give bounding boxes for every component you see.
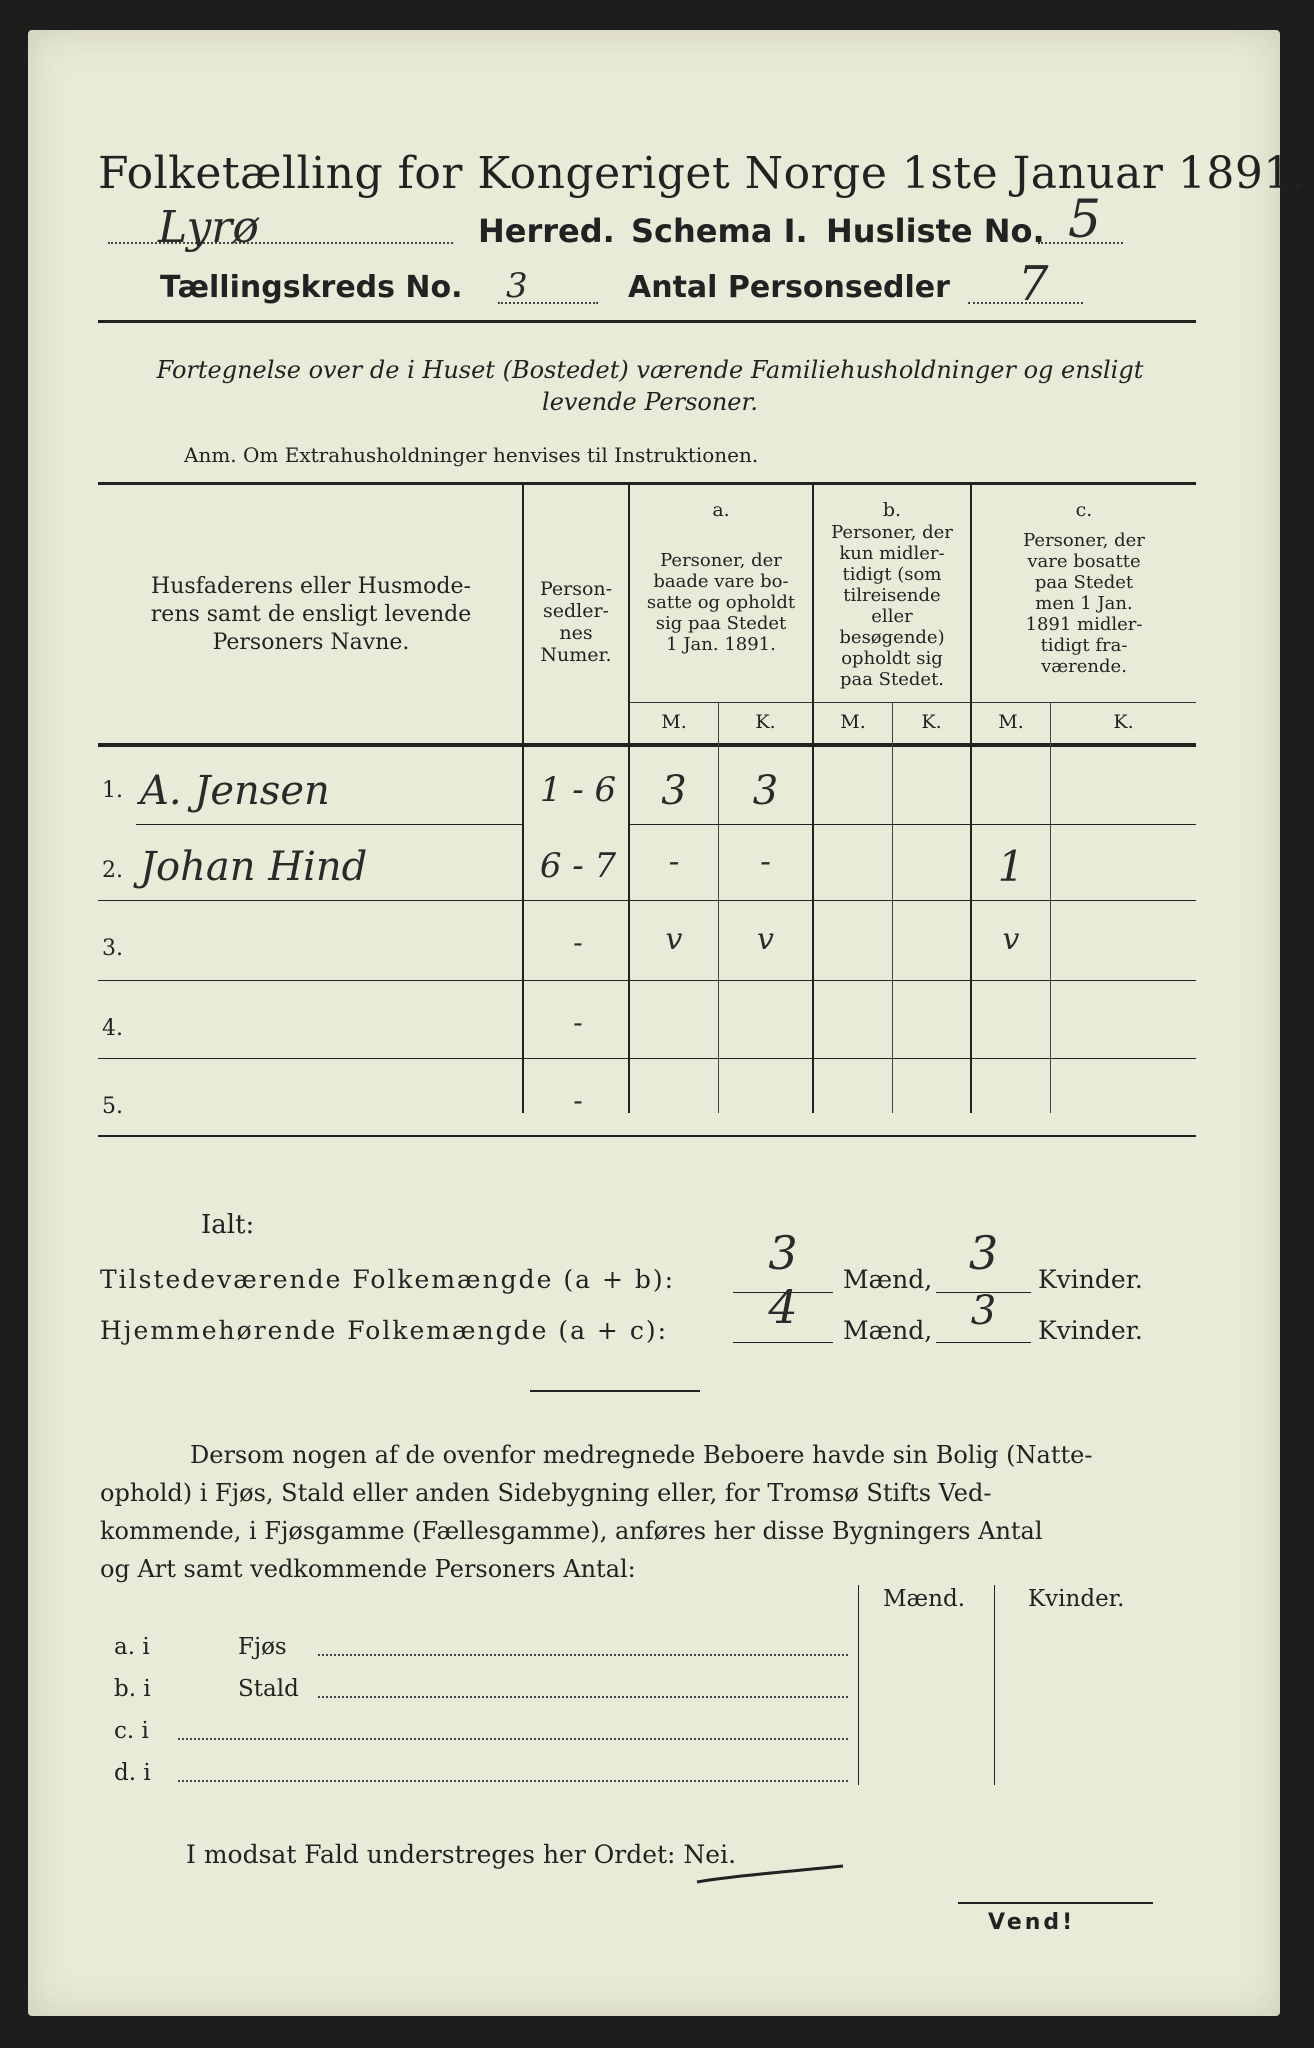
col-num-header: Person- sedler- nes Numer. bbox=[539, 578, 613, 666]
buildings-vline-2 bbox=[994, 1585, 995, 1785]
hjemme-m-line bbox=[733, 1342, 833, 1343]
col-b-letter: b. bbox=[882, 499, 902, 521]
row-2-a-m: - bbox=[668, 842, 680, 880]
b-m-label: M. bbox=[840, 711, 866, 733]
row-1-line-right bbox=[628, 824, 1196, 825]
row-3-no: 3. bbox=[102, 936, 123, 961]
hjemme-label: Hjemmehørende Folkemængde (a + c): bbox=[100, 1316, 668, 1345]
col-c-letter: c. bbox=[1075, 499, 1093, 521]
separator-line bbox=[530, 1390, 700, 1392]
b-k-label: K. bbox=[921, 711, 942, 733]
vend-text: Vend! bbox=[988, 1910, 1076, 1935]
table-top-rule bbox=[98, 482, 1196, 485]
hjemme-kvinder: Kvinder. bbox=[1038, 1316, 1143, 1345]
buildings-maend-header: Mænd. bbox=[883, 1586, 966, 1612]
row-1-num: 1 - 6 bbox=[539, 770, 617, 810]
hjemme-k-line bbox=[936, 1342, 1031, 1343]
tilstede-maend: Mænd, bbox=[843, 1265, 933, 1294]
hjemme-k-value: 3 bbox=[970, 1288, 997, 1334]
row-3-c-m: v bbox=[1002, 922, 1020, 957]
tilstede-m-value: 3 bbox=[768, 1226, 798, 1280]
form-title: Folketælling for Kongeriget Norge 1ste Januar 1891. bbox=[98, 148, 1307, 199]
row-5-num: - bbox=[573, 1084, 583, 1117]
row-4-num: - bbox=[573, 1006, 583, 1039]
tilstede-label: Tilstedeværende Folkemængde (a + b): bbox=[100, 1265, 676, 1294]
header-rule bbox=[98, 320, 1196, 323]
antal-label: Antal Personsedler bbox=[628, 270, 950, 305]
herred-label: Herred. bbox=[478, 212, 615, 250]
vline-b-mk bbox=[892, 702, 893, 1113]
col-b-header: Personer, der kun midler- tidigt (som tilreisende eller besøgende) opholdt sig paa Stedet. bbox=[831, 522, 953, 690]
row-1-a-m: 3 bbox=[661, 768, 687, 814]
hjemme-m-value: 4 bbox=[768, 1280, 798, 1334]
tilstede-k-value: 3 bbox=[968, 1226, 999, 1280]
census-form-page bbox=[28, 30, 1307, 2016]
husliste-value: 5 bbox=[1068, 190, 1102, 250]
building-row-a-dots bbox=[318, 1654, 848, 1656]
schema-label: Schema I. bbox=[631, 212, 808, 250]
building-row-d-dots bbox=[178, 1780, 848, 1782]
building-row-d-letter: d. i bbox=[114, 1760, 151, 1786]
col-name-header: Husfaderens eller Husmode- rens samt de ensligt levende Personers Navne. bbox=[150, 574, 472, 655]
building-row-c-dots bbox=[178, 1738, 848, 1740]
row-3-num: - bbox=[573, 926, 583, 959]
row-2-c-m: 1 bbox=[997, 842, 1025, 891]
mk-header-rule bbox=[628, 702, 1196, 703]
intro-line-1: Fortegnelse over de i Huset (Bostedet) værende Familiehusholdninger og ensligt bbox=[156, 356, 1144, 384]
col-a-header: Personer, der baade vare bo- satte og opholdt sig paa Stedet 1 Jan. 1891. bbox=[646, 550, 796, 655]
row-3-a-k: v bbox=[757, 922, 774, 957]
row-4-no: 4. bbox=[102, 1016, 123, 1041]
building-row-a-label: Fjøs bbox=[238, 1634, 287, 1660]
ialt-label: Ialt: bbox=[201, 1210, 255, 1240]
modsat-text: I modsat Fald understreges her Ordet: Nei. bbox=[186, 1840, 737, 1869]
row-2-name: Johan Hind bbox=[140, 844, 368, 890]
row-1-a-k: 3 bbox=[752, 768, 779, 814]
c-m-label: M. bbox=[998, 711, 1024, 733]
building-row-a-letter: a. i bbox=[114, 1634, 150, 1660]
row-3-line bbox=[98, 980, 1196, 981]
a-m-label: M. bbox=[661, 711, 687, 733]
vline-c-mk bbox=[1050, 702, 1051, 1113]
tilstede-kvinder: Kvinder. bbox=[1038, 1265, 1143, 1294]
col-c-header: Personer, der vare bosatte paa Stedet men 1 Jan. 1891 midler- tidigt fra- værende. bbox=[1023, 530, 1145, 677]
buildings-paragraph: Dersom nogen af de ovenfor medregnede Beboere havde sin Bolig (Natte- ophold) i Fjøs, Stald eller anden Sidebygning eller, for Tromsø Stifts Ved- kommende, i Fjøsgamme (Fællesgamme), anføres her disse Bygningers Antal og Art samt vedkommende Personers Antal: bbox=[100, 1441, 1093, 1583]
table-bottom-rule bbox=[98, 1135, 1196, 1137]
row-1-no: 1. bbox=[102, 778, 123, 803]
building-row-c-letter: c. i bbox=[114, 1718, 149, 1744]
row-1-name: A. Jensen bbox=[140, 768, 330, 814]
row-3-a-m: v bbox=[665, 922, 683, 957]
row-4-line bbox=[98, 1058, 1196, 1059]
col-a-letter: a. bbox=[712, 499, 730, 521]
vline-a-mk bbox=[718, 702, 719, 1113]
row-2-a-k: - bbox=[760, 842, 771, 880]
row-5-no: 5. bbox=[102, 1094, 123, 1119]
row-1-line bbox=[136, 824, 522, 825]
row-2-no: 2. bbox=[102, 858, 123, 883]
vend-rule bbox=[958, 1902, 1153, 1904]
herred-value: Lyrø bbox=[158, 202, 259, 253]
row-2-line bbox=[98, 900, 1196, 901]
a-k-label: K. bbox=[755, 711, 776, 733]
building-row-b-label: Stald bbox=[238, 1676, 299, 1702]
building-row-b-dots bbox=[318, 1696, 848, 1698]
hjemme-maend: Mænd, bbox=[843, 1316, 933, 1345]
table-header-rule bbox=[98, 743, 1196, 747]
buildings-vline-1 bbox=[858, 1585, 859, 1785]
building-row-b-letter: b. i bbox=[114, 1676, 151, 1702]
c-k-label: K. bbox=[1113, 711, 1134, 733]
nei-underline-stroke bbox=[693, 1864, 853, 1888]
antal-value: 7 bbox=[1018, 256, 1049, 312]
buildings-kvinder-header: Kvinder. bbox=[1028, 1586, 1125, 1612]
husliste-label: Husliste No. bbox=[826, 212, 1045, 250]
row-2-num: 6 - 7 bbox=[539, 846, 617, 886]
kreds-value: 3 bbox=[506, 266, 528, 306]
kreds-label: Tællingskreds No. bbox=[160, 270, 463, 305]
anm-note: Anm. Om Extrahusholdninger henvises til Instruktionen. bbox=[184, 443, 759, 467]
intro-line-2: levende Personer. bbox=[542, 388, 758, 416]
